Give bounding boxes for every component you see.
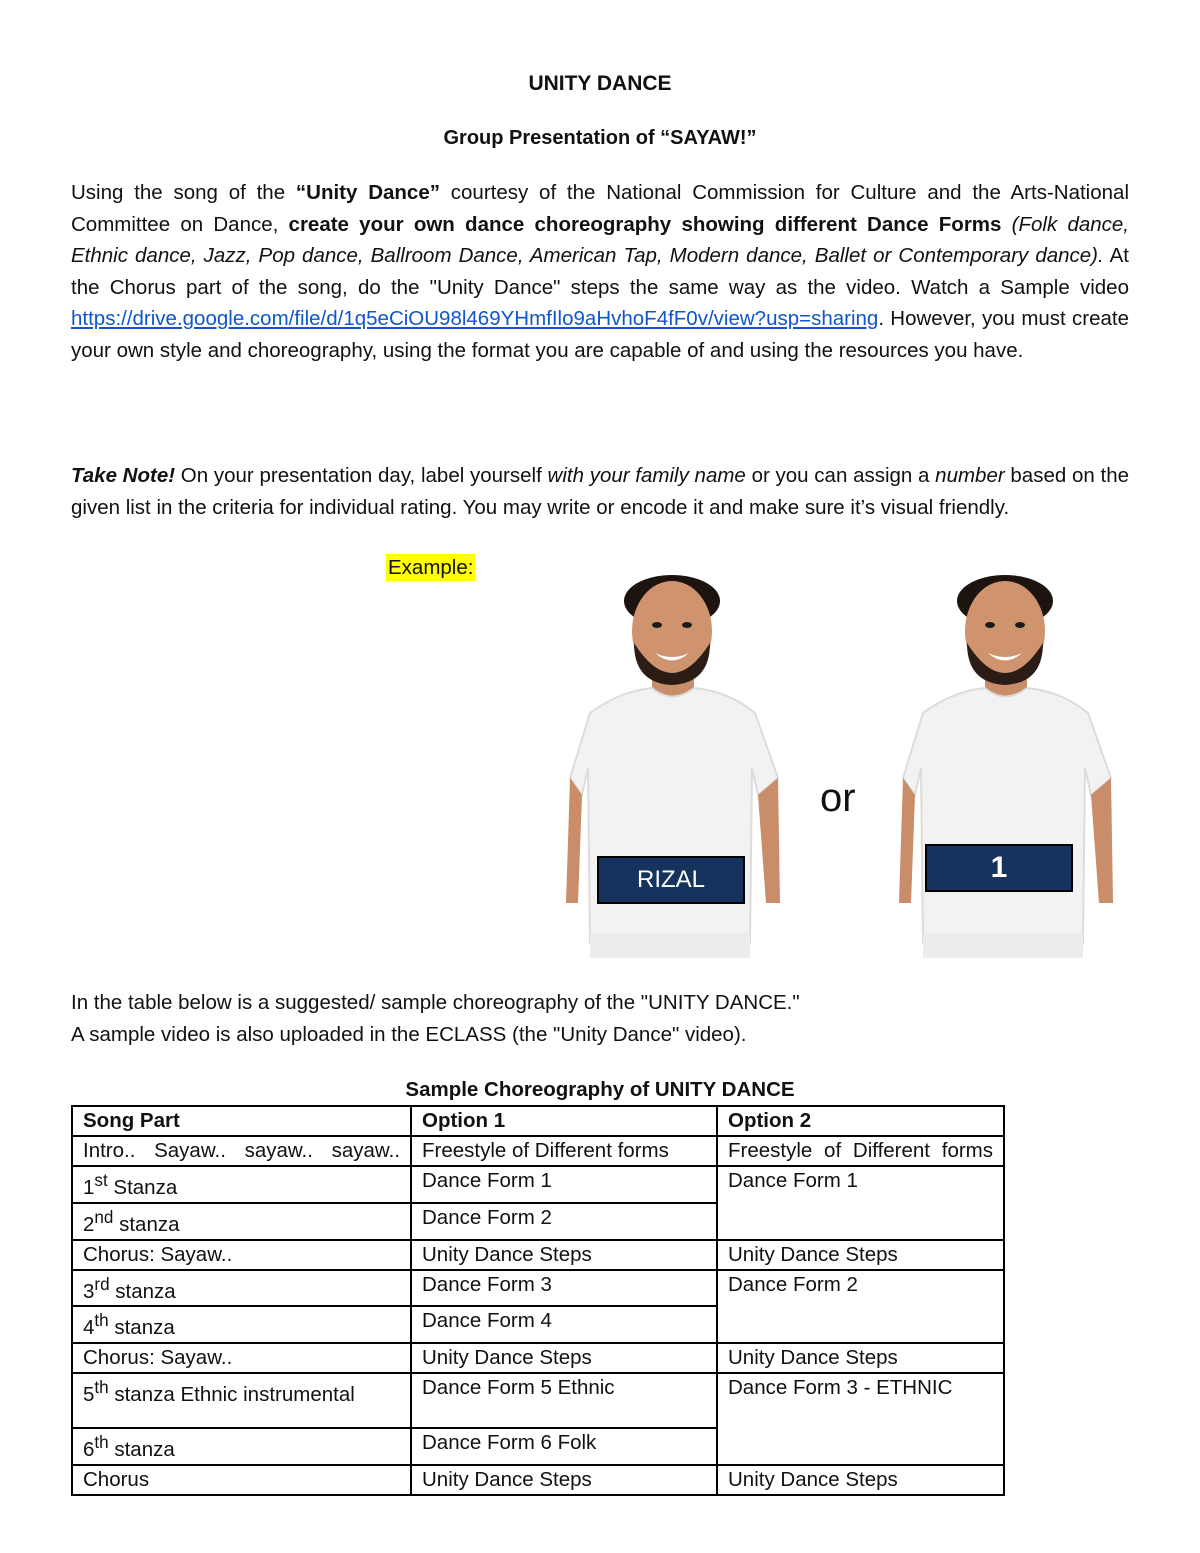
table-row: 6th stanza Dance Form 6 Folk: [72, 1428, 1004, 1465]
column-header: Song Part: [72, 1106, 411, 1136]
page-title: UNITY DANCE: [528, 72, 672, 95]
song-name: “Unity Dance”: [295, 181, 440, 204]
instructions-paragraph: Using the song of the “Unity Dance” courtesy of the National Commission for Culture and the Arts-National Committee on Dance, create your own dance choreography showing different Dance Forms (Folk dance, Ethnic dance, Jazz, Pop dance, Ballroom Dance, American Tap, Modern dance, Ballet or Contemporary dance). At the Chorus part of the song, do the "Unity Dance" steps the same way as the video. Watch a Sample video https://drive.google.com/file/d/1q5eCiOU98l469YHmfIlo9aHvhoF4fF0v/view?usp=sharing. However, you must create your own style and choreography, using the format you are capable of and using the resources you have.: [71, 181, 1130, 362]
table-row: Chorus Unity Dance Steps Unity Dance Steps: [72, 1465, 1004, 1495]
table-row: 1st Stanza Dance Form 1 Dance Form 1: [72, 1166, 1004, 1203]
person-illustration-icon: [893, 573, 1118, 958]
choreography-table: [71, 1105, 1005, 1496]
column-header: Option 1: [411, 1106, 717, 1136]
table-row: 2nd stanza Dance Form 2: [72, 1203, 1004, 1240]
table-row: 3rd stanza Dance Form 3 Dance Form 2: [72, 1270, 1004, 1307]
person-photo-number-example: [893, 573, 1118, 958]
sample-video-link[interactable]: https://drive.google.com/file/d/1q5eCiOU98l469YHmfIlo9aHvhoF4fF0v/view?usp=sharing: [71, 307, 879, 330]
table-row: Chorus: Sayaw.. Unity Dance Steps Unity Dance Steps: [72, 1343, 1004, 1373]
take-note-paragraph: Take Note! On your presentation day, label yourself with your family name or you can assign a number based on the given list in the criteria for individual rating. You may write or encode it and make sure it’s visual friendly.: [71, 464, 1130, 519]
table-caption: Sample Choreography of UNITY DANCE: [405, 1078, 795, 1101]
table-header-row: [72, 1106, 1004, 1136]
table-row: 4th stanza Dance Form 4: [72, 1306, 1004, 1343]
or-text: or: [820, 776, 856, 820]
example-highlight-label: Example:: [388, 556, 474, 579]
table-intro-paragraph: In the table below is a suggested/ sample choreography of the "UNITY DANCE." A sample video is also uploaded in the ECLASS (the "Unity Dance" video).: [71, 991, 800, 1046]
number-label-box: 1: [925, 844, 1073, 892]
table-row: 5th stanza Ethnic instrumental Dance Form 5 Ethnic Dance Form 3 - ETHNIC: [72, 1373, 1004, 1428]
dance-forms-list: (Folk dance, Ethnic dance, Jazz, Pop dance, Ballroom Dance, American Tap, Modern dance, Ballet or Contemporary dance).: [71, 212, 1130, 267]
page-subtitle: Group Presentation of “SAYAW!”: [443, 127, 757, 149]
column-header: Option 2: [717, 1106, 1004, 1136]
table-row: Chorus: Sayaw.. Unity Dance Steps Unity Dance Steps: [72, 1240, 1004, 1270]
task-emphasis: create your own dance choreography showing different Dance Forms: [288, 212, 1002, 236]
name-label-box: RIZAL: [597, 856, 745, 904]
take-note-label: Take Note!: [71, 464, 176, 487]
table-row: Intro.. Sayaw.. sayaw.. sayaw.. Freestyle of Different forms Freestyle of Different forms: [72, 1136, 1004, 1166]
